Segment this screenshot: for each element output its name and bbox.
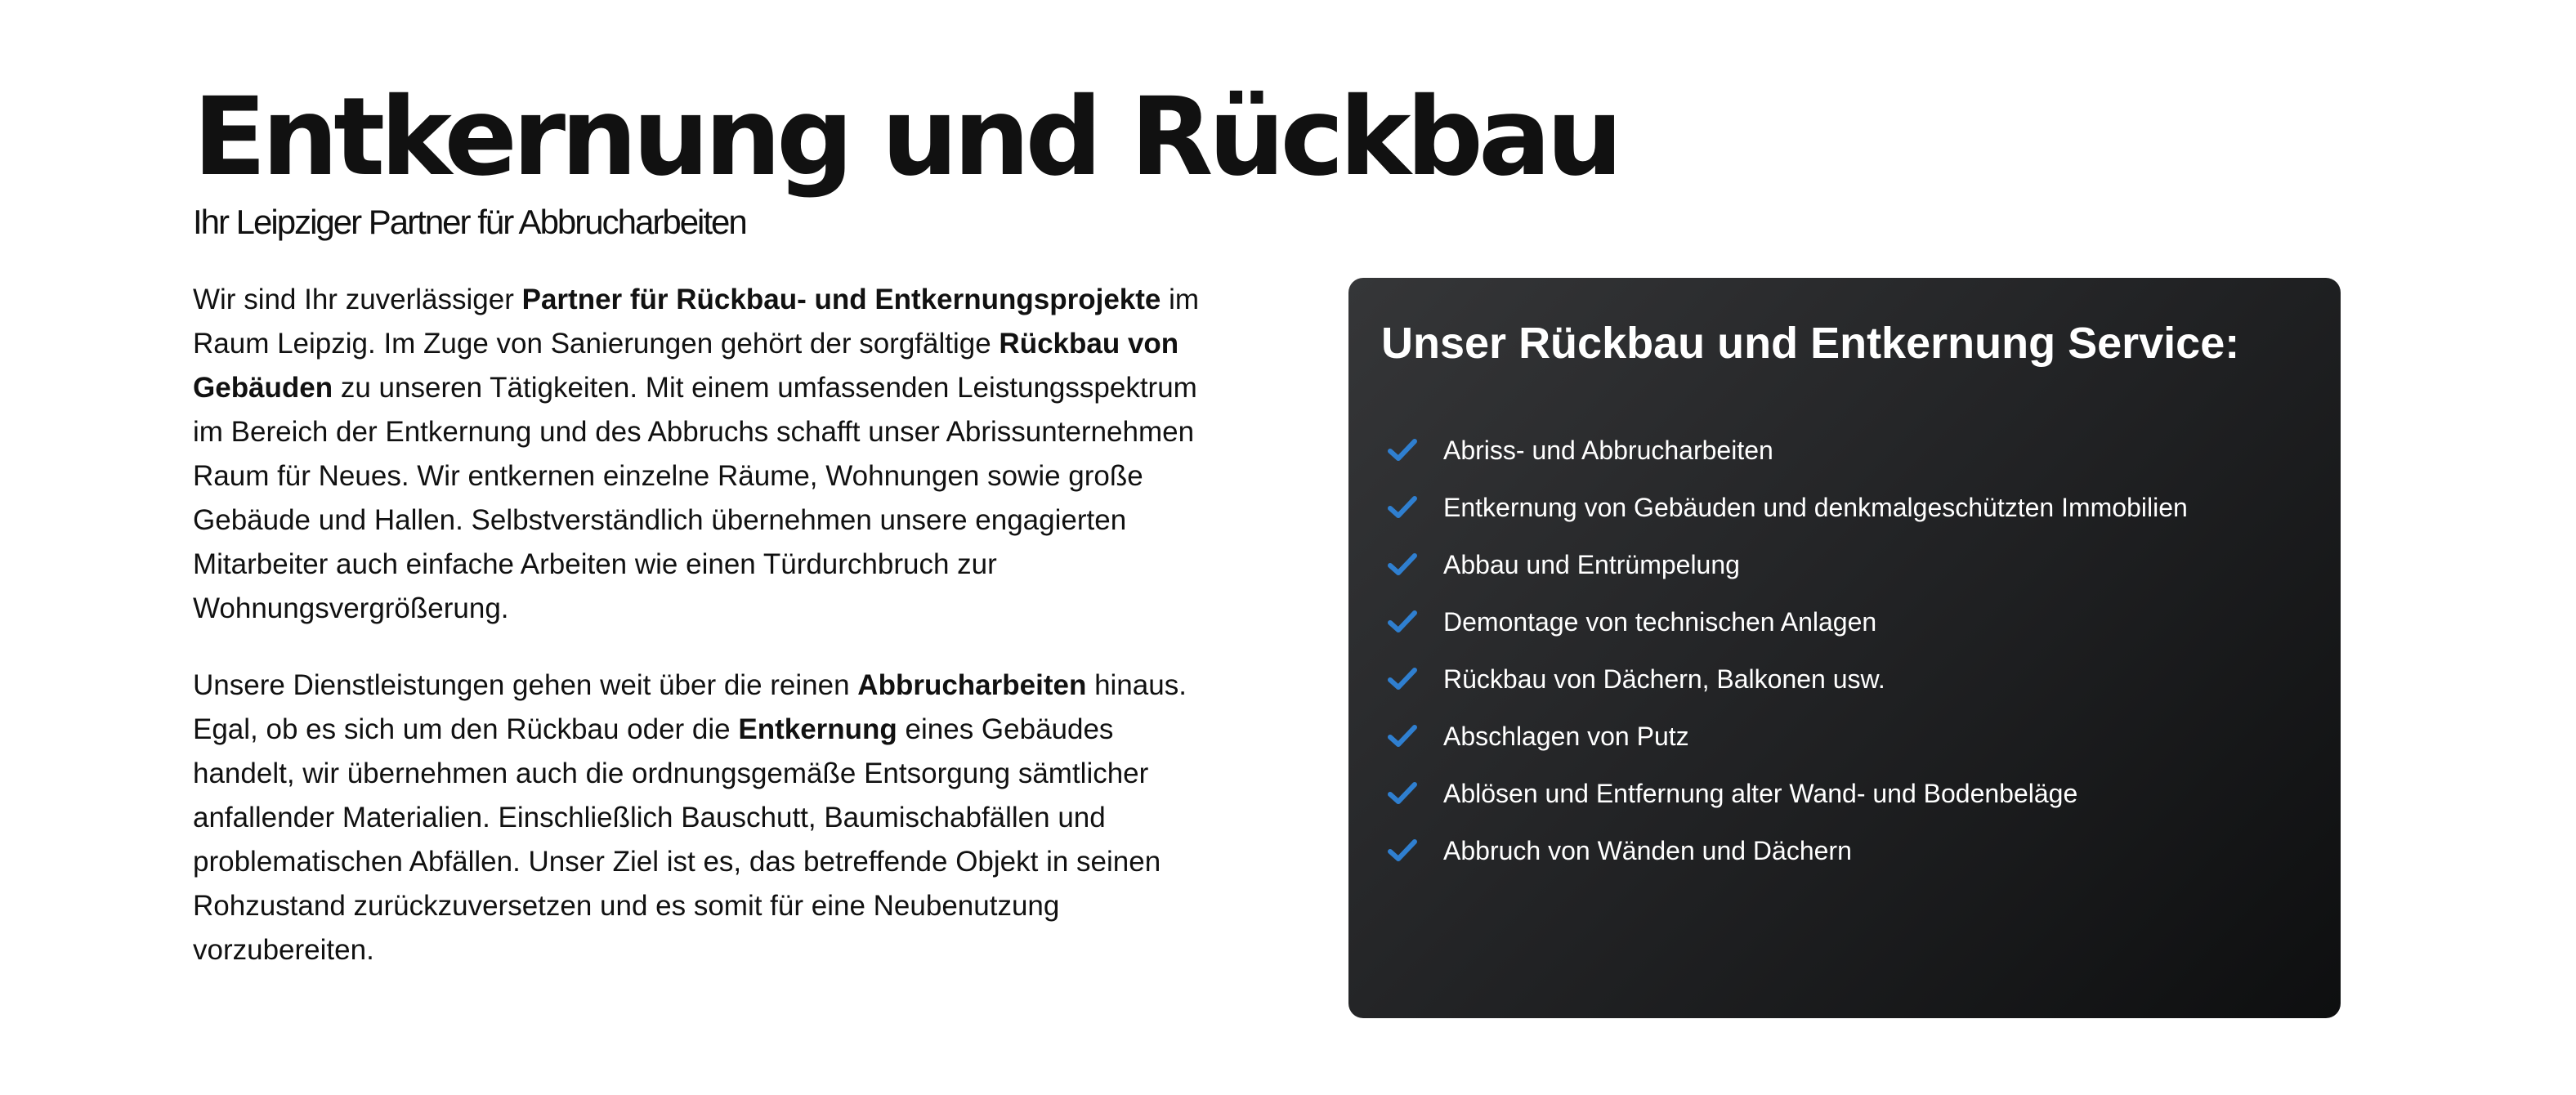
service-item-label: Rückbau von Dächern, Balkonen usw.	[1443, 664, 1885, 694]
emphasized-text: Abbrucharbeiten	[857, 669, 1087, 701]
intro-text	[193, 278, 1214, 1005]
service-list-item	[1381, 708, 2308, 765]
page-subtitle: Ihr Leipziger Partner für Abbrucharbeiten	[193, 203, 746, 241]
body-text: zu unseren Tätigkeiten. Mit einem umfassenden Leistungsspektrum im Bereich der Entkernung und des Abbruchs schafft unser Abrissunternehmen Raum für Neues. Wir entkernen einzelne Räume, Wohnungen sowie große Gebäude und Hallen. Selbstverständlich übernehmen unsere engagierten Mitarbeiter auch einfache Arbeiten wie einen Türdurchbruch zur Wohnungsvergrößerung.	[193, 372, 1197, 624]
intro-paragraph-2	[193, 664, 1214, 972]
intro-paragraph-1	[193, 278, 1214, 631]
service-list-item	[1381, 593, 2308, 650]
body-text: hinaus. Egal, ob es sich um den Rückbau oder die	[193, 669, 1187, 745]
body-text: Unsere Dienstleistungen gehen weit über die reinen	[193, 669, 858, 701]
service-list-item	[1381, 650, 2308, 708]
body-text: eines Gebäudes handelt, wir übernehmen auch die ordnungsgemäße Entsorgung sämtlicher anfallender Materialien. Einschließlich Bauschutt, Baumischabfällen und problematischen Abfällen. Unser Ziel ist es, das betreffende Objekt in seinen Rohzustand zurückzuversetzen und es somit für eine Neubenutzung vorzubereiten.	[193, 713, 1161, 966]
emphasized-text: Entkernung	[738, 713, 897, 745]
service-list-item	[1381, 422, 2308, 479]
page-title: Entkernung und Rückbau	[193, 74, 1619, 200]
service-item-label: Abschlagen von Putz	[1443, 722, 1689, 751]
service-item-label: Abbau und Entrümpelung	[1443, 550, 1740, 579]
service-card-title: Unser Rückbau und Entkernung Service:	[1381, 319, 2240, 368]
service-card	[1348, 278, 2341, 1018]
check-icon	[1388, 438, 1417, 463]
service-list-item	[1381, 479, 2308, 536]
body-text: Wir sind Ihr zuverlässiger	[193, 284, 522, 315]
service-item-label: Abriss- und Abbrucharbeiten	[1443, 436, 1773, 465]
body-text: im Raum Leipzig. Im Zuge von Sanierungen gehört der sorgfältige	[193, 284, 1200, 360]
service-list-item	[1381, 822, 2308, 879]
service-item-label: Entkernung von Gebäuden und denkmalgeschützten Immobilien	[1443, 493, 2188, 522]
check-icon	[1388, 781, 1417, 806]
check-icon	[1388, 495, 1417, 520]
service-item-label: Abbruch von Wänden und Dächern	[1443, 836, 1852, 865]
check-icon	[1388, 610, 1417, 634]
service-item-label: Ablösen und Entfernung alter Wand- und Bodenbeläge	[1443, 779, 2078, 808]
service-list-item	[1381, 536, 2308, 593]
emphasized-text: Rückbau von Gebäuden	[193, 328, 1179, 404]
check-icon	[1388, 552, 1417, 577]
service-list-item	[1381, 765, 2308, 822]
check-icon	[1388, 724, 1417, 749]
check-icon	[1388, 838, 1417, 863]
service-item-label: Demontage von technischen Anlagen	[1443, 607, 1877, 637]
service-list	[1381, 422, 2308, 879]
check-icon	[1388, 667, 1417, 691]
emphasized-text: Partner für Rückbau- und Entkernungsprojekte	[521, 284, 1161, 315]
